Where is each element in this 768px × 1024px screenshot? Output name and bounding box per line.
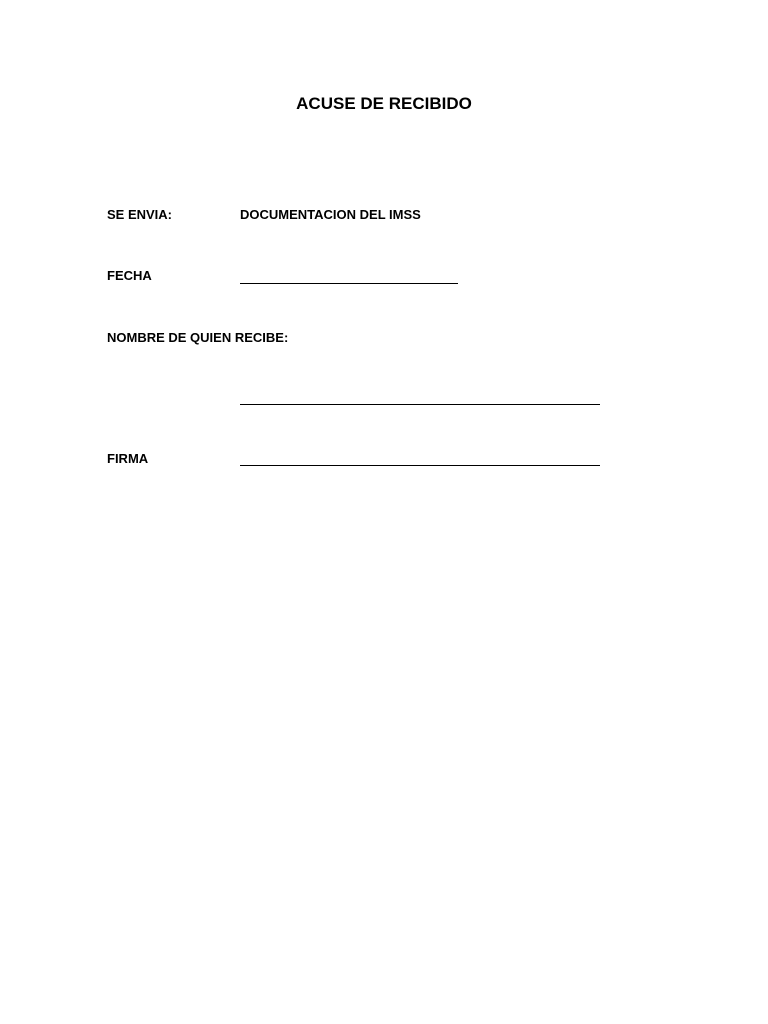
se-envia-value: DOCUMENTACION DEL IMSS (240, 207, 421, 222)
nombre-blank-line (240, 404, 600, 405)
firma-blank-line (240, 465, 600, 466)
document-title: ACUSE DE RECIBIDO (296, 94, 472, 113)
firma-label: FIRMA (107, 451, 149, 466)
se-envia-label: SE ENVIA: (107, 207, 173, 222)
fecha-label: FECHA (107, 268, 152, 283)
fecha-blank-line (240, 283, 458, 284)
nombre-label: NOMBRE DE QUIEN RECIBE: (107, 330, 289, 345)
